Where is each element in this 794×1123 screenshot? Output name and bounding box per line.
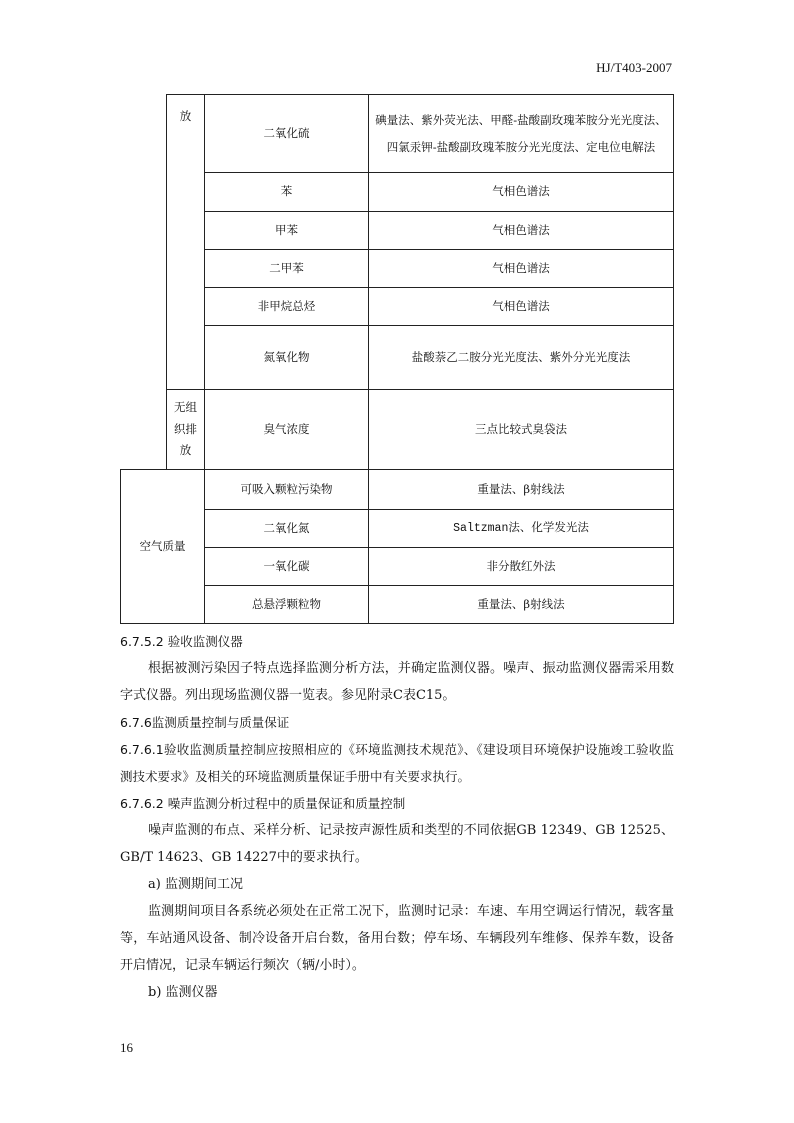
category-line: 织排 — [174, 421, 197, 436]
page-number: 16 — [120, 1040, 133, 1055]
factor-cell: 臭气浓度 — [205, 390, 369, 470]
table-row — [121, 95, 674, 173]
method-cell: 气相色谱法 — [369, 250, 674, 288]
method-line: 四氯汞钾-盐酸副玫瑰苯胺分光光度法、定电位电解法 — [386, 139, 656, 154]
factor-cell: 总悬浮颗粒物 — [205, 586, 369, 624]
factor-cell: 甲苯 — [205, 212, 369, 250]
category-line: 放 — [179, 443, 192, 458]
method-cell — [369, 95, 674, 173]
blank-column — [121, 95, 167, 470]
monitoring-methods-table — [120, 94, 674, 624]
category-air-quality: 空气质量 — [121, 470, 205, 624]
method-cell: 三点比较式臭袋法 — [369, 390, 674, 470]
category-unorganized-emission — [167, 390, 205, 470]
factor-cell: 可吸入颗粒污染物 — [205, 470, 369, 510]
paragraph: 监测期间项目各系统必须处在正常工况下，监测时记录：车速、车用空调运行情况，载客量等，车站通风设备、制冷设备开启台数，备用台数；停车场、车辆段列车维修、保养车数，设备开启情况，记录车辆运行频次（辆/小时）。 — [120, 904, 674, 973]
factor-cell: 二氧化氮 — [205, 510, 369, 548]
table-row — [121, 470, 674, 510]
section-heading: 6.7.6监测质量控制与质量保证 — [120, 715, 290, 730]
method-cell: 气相色谱法 — [369, 212, 674, 250]
list-item: a) 监测期间工况 — [148, 877, 243, 892]
factor-cell: 二氧化硫 — [205, 95, 369, 173]
factor-cell: 氮氧化物 — [205, 326, 369, 390]
method-cell: 重量法、β射线法 — [369, 470, 674, 510]
method-cell: Saltzman法、化学发光法 — [369, 510, 674, 548]
paragraph: 根据被测污染因子特点选择监测分析方法，并确定监测仪器。噪声、振动监测仪器需采用数字式仪器。列出现场监测仪器一览表。参见附录C表C15。 — [120, 661, 674, 703]
factor-cell: 二甲苯 — [205, 250, 369, 288]
method-cell: 非分散红外法 — [369, 548, 674, 586]
section-heading: 6.7.6.1验收监测质量控制应按照相应的《环境监测技术规范》、《建设项目环境保护设施竣工验收监测技术要求》及相关的环境监测质量保证手册中有关要求执行。 — [120, 742, 674, 784]
method-cell: 盐酸萘乙二胺分光光度法、紫外分光光度法 — [369, 326, 674, 390]
method-cell: 重量法、β射线法 — [369, 586, 674, 624]
paragraph: 噪声监测的布点、采样分析、记录按声源性质和类型的不同依据GB 12349、GB 12525、GB/T 14623、GB 14227中的要求执行。 — [120, 823, 674, 865]
section-heading: 6.7.6.2 噪声监测分析过程中的质量保证和质量控制 — [120, 796, 406, 811]
factor-cell: 苯 — [205, 173, 369, 212]
category-organized-emission: 放 — [167, 95, 205, 390]
list-item: b) 监测仪器 — [148, 985, 218, 1000]
method-line: 碘量法、紫外荧光法、甲醛-盐酸副玫瑰苯胺分光光度法、 — [375, 112, 667, 127]
method-cell: 气相色谱法 — [369, 173, 674, 212]
factor-cell: 一氧化碳 — [205, 548, 369, 586]
factor-cell: 非甲烷总烃 — [205, 288, 369, 326]
category-line: 无组 — [174, 399, 197, 414]
document-code: HJ/T403-2007 — [596, 60, 672, 75]
section-heading: 6.7.5.2 验收监测仪器 — [120, 634, 243, 649]
method-cell: 气相色谱法 — [369, 288, 674, 326]
body-text — [120, 628, 674, 1006]
table-row — [121, 390, 674, 470]
